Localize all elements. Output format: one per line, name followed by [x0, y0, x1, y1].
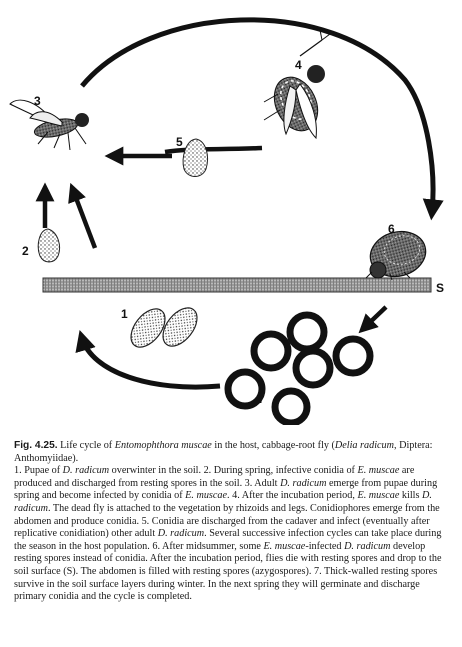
soil-label: S [436, 281, 445, 295]
caption-title [14, 440, 446, 465]
conidium-stage-2 [38, 229, 59, 262]
arrow-6-to-7 [364, 307, 386, 328]
resting-spores [228, 315, 370, 423]
stage-number-2: 2 [22, 244, 29, 258]
stage-number-1: 1 [121, 307, 128, 321]
resting-spore [296, 351, 330, 385]
dead-fly-stage-4 [264, 30, 330, 138]
caption-italic-text: D. radicum [344, 540, 391, 552]
caption-body [14, 465, 446, 604]
adult-fly-stage-3 [10, 100, 89, 150]
caption-italic-text: D. radicum [280, 477, 327, 489]
caption-italic-text: D. radicum [14, 490, 432, 514]
conidium-stage-5 [183, 139, 207, 177]
arrow-7-to-1 [82, 338, 220, 387]
caption-text: emerge from pupae during spring and become infected by conidia of [14, 477, 438, 502]
caption-italic-text: Delia radicum [334, 440, 395, 451]
resting-spore [275, 391, 307, 423]
caption-text: kills [399, 490, 422, 502]
stage-number-3: 3 [34, 94, 41, 108]
caption-text: . Several successive infection cycles can take place during the season in the host population. 6. After midsummer, some [14, 528, 442, 552]
caption-italic-text: E. muscae [357, 465, 400, 477]
caption-text: are produced and discharged from resting spores in the soil. 3. Adult [14, 465, 415, 489]
caption-italic-text: D. radicum [157, 528, 205, 540]
caption-italic-text: E. muscae [185, 490, 228, 502]
figure-label: Fig. 4.25. [14, 440, 58, 451]
stage-number-7: 7 [258, 392, 265, 406]
caption-text: . The dead fly is attached to the vegetation by rhizoids and legs. Conidiophores emerge from the abdomen and produce conidia. 5. Conidia are discharged from the cadaver and infect (eventually after replicative conidiation) other adult [14, 502, 440, 540]
caption-text: 1. Pupae of [14, 465, 63, 477]
figure-caption [14, 440, 446, 645]
arrow-3-to-6 [82, 20, 433, 212]
stage-number-6: 6 [388, 222, 395, 236]
soil-surface [43, 278, 431, 292]
cadaver-stage-6 [365, 226, 430, 283]
caption-text: Life cycle of [57, 440, 115, 451]
arrow-1-to-3 [73, 190, 95, 248]
caption-text: , Diptera: Anthomyiidae). [14, 440, 433, 464]
caption-text: overwinter in the soil. 2. During spring, infective conidia of [109, 465, 358, 477]
caption-text: . 4. After the incubation period, [227, 490, 358, 502]
stage-number-4: 4 [295, 58, 302, 72]
caption-text: in the host, cabbage-root fly ( [211, 440, 335, 451]
caption-italic-text: Entomophthora muscae [114, 440, 212, 451]
resting-spore [290, 315, 324, 349]
resting-spore [336, 339, 370, 373]
caption-title-text [14, 440, 433, 464]
caption-italic-text: D. radicum [62, 465, 110, 477]
caption-italic-text: E. muscae [263, 540, 306, 552]
caption-text: develop resting spores instead of conidia. After the incubation period, flies die with resting spores and drop to the soil surface (S). The abdomen is filled with resting spores (azygospores). 7. Thick-walled resting spores survive in the soil surface layers during winter. In the next spring they will germinate and discharge primary conidia and the cycle is completed. [14, 540, 442, 603]
caption-text: -infected [305, 540, 345, 552]
resting-spore [254, 334, 288, 368]
stage-number-5: 5 [176, 135, 183, 149]
caption-italic-text: E. muscae [357, 490, 400, 502]
resting-spore [228, 372, 262, 406]
